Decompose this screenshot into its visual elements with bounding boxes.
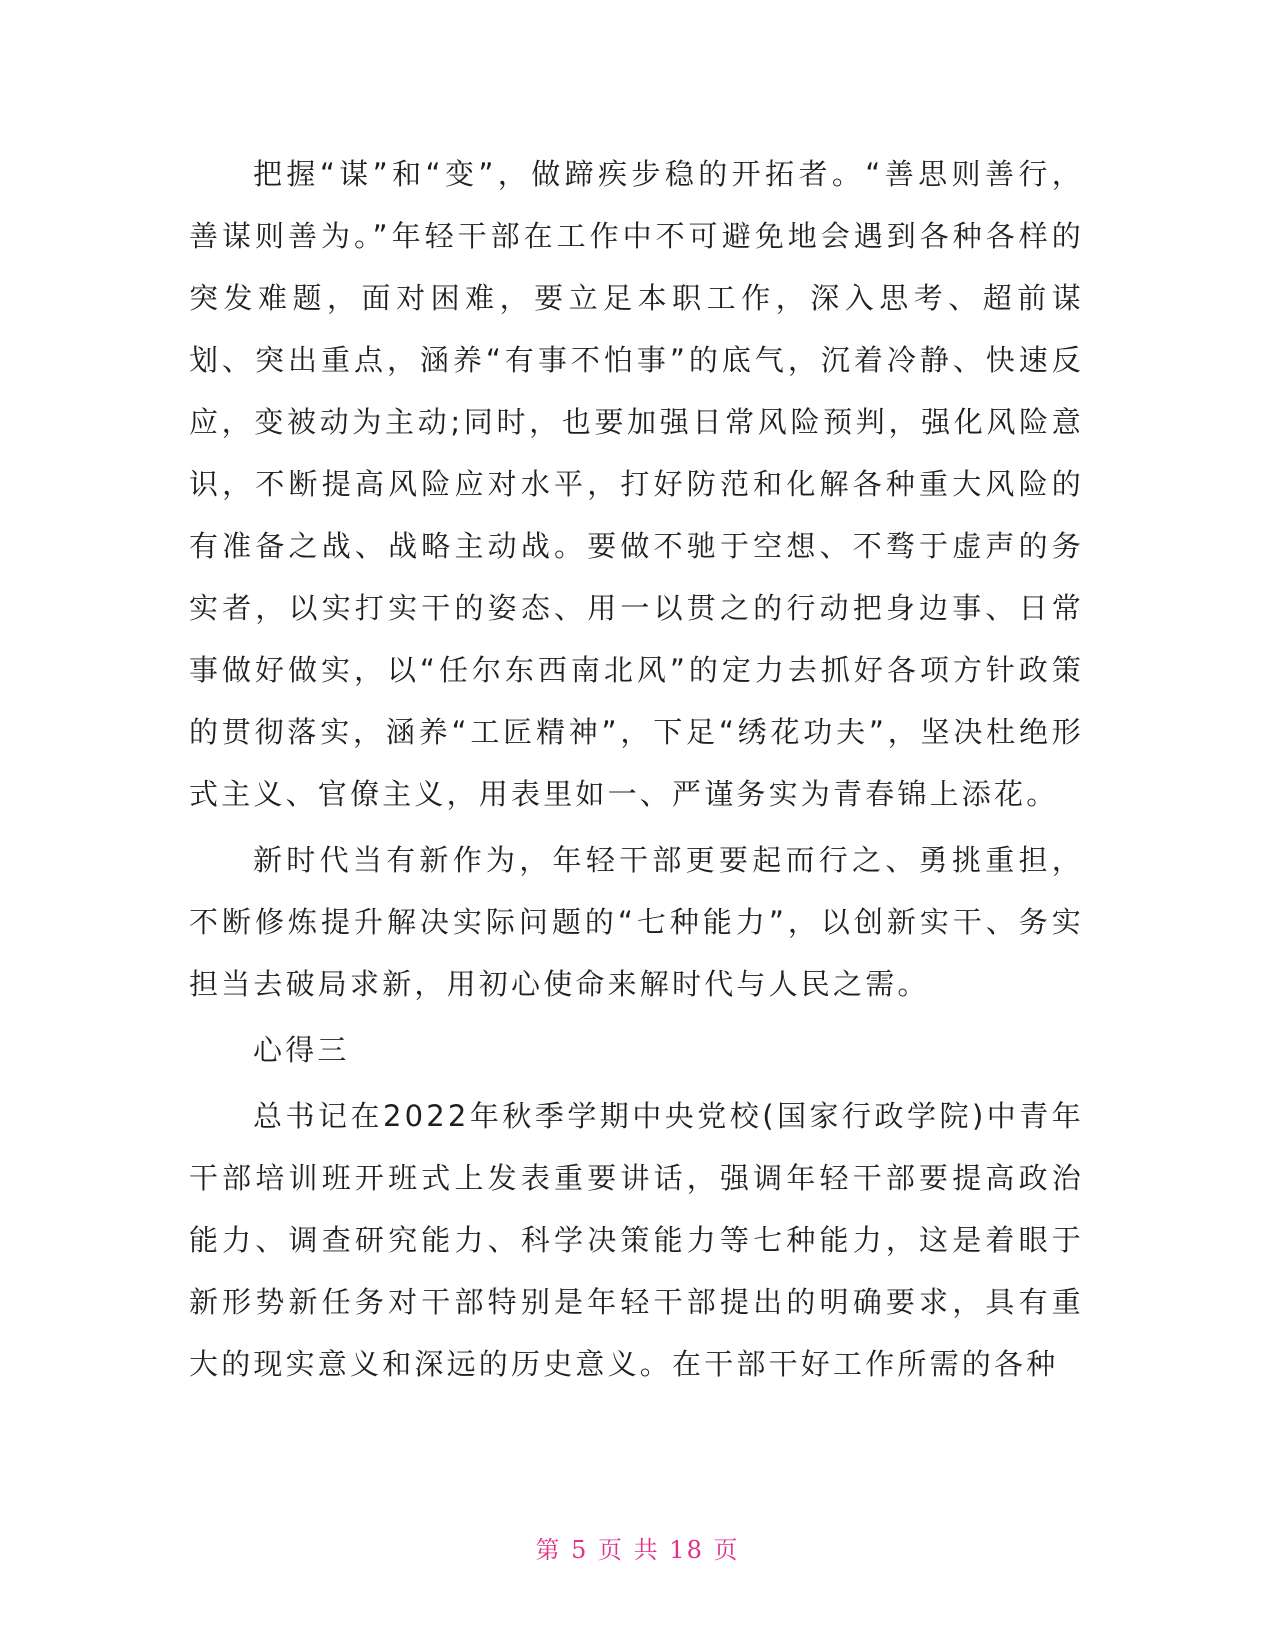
page-number-footer: 第 5 页 共 18 页 [535,1536,740,1564]
document-body [189,143,1084,1395]
paragraph-1: 把握“谋”和“变”，做蹄疾步稳的开拓者。“善思则善行，善谋则善为。”年轻干部在工作中不可避免地会遇到各种各样的突发难题，面对困难，要立足本职工作，深入思考、超前谋划、突出重点，涵养“有事不怕事”的底气，沉着冷静、快速反应，变被动为主动;同时，也要加强日常风险预判，强化风险意识，不断提高风险应对水平，打好防范和化解各种重大风险的有准备之战、战略主动战。要做不驰于空想、不骛于虚声的务实者，以实打实干的姿态、用一以贯之的行动把身边事、日常事做好做实，以“任尔东西南北风”的定力去抓好各项方针政策的贯彻落实，涵养“工匠精神”，下足“绣花功夫”，坚决杜绝形式主义、官僚主义，用表里如一、严谨务实为青春锦上添花。 [189,157,1084,811]
paragraph-2: 新时代当有新作为，年轻干部更要起而行之、勇挑重担，不断修炼提升解决实际问题的“七种能力”，以创新实干、务实担当去破局求新，用初心使命来解时代与人民之需。 [189,843,1084,1001]
section-heading-xinde-san: 心得三 [253,1033,350,1067]
paragraph-3: 总书记在2022年秋季学期中央党校(国家行政学院)中青年干部培训班开班式上发表重要讲话，强调年轻干部要提高政治能力、调查研究能力、科学决策能力等七种能力，这是着眼于新形势新任务对干部特别是年轻干部提出的明确要求，具有重大的现实意义和深远的历史意义。在干部干好工作所需的各种 [189,1099,1084,1381]
